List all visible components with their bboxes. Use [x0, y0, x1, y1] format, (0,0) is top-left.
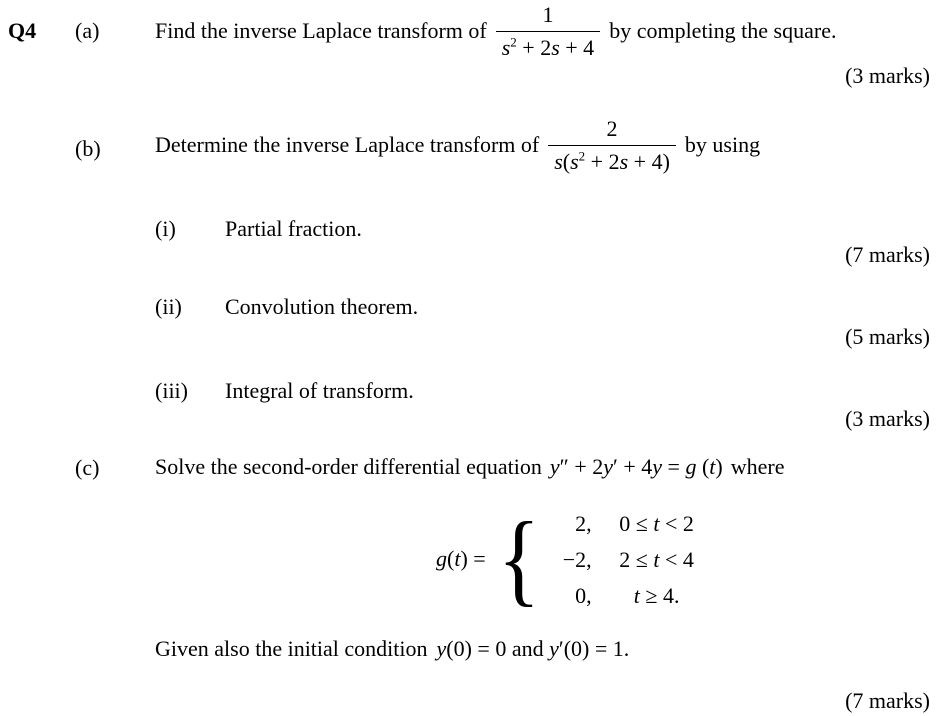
left-brace: {	[497, 501, 540, 616]
fraction-a	[496, 1, 600, 62]
part-b-item-ii	[155, 294, 418, 320]
fraction-a-denominator: $s^2 + 2s + 4$	[501, 34, 595, 60]
part-a-label: (a)	[75, 18, 100, 43]
item-ii-marks: (5 marks)	[845, 324, 930, 349]
piecewise-row	[546, 583, 700, 608]
fraction-b-numerator: 2	[548, 115, 676, 146]
part-c-equation: y″ + 2y′ + 4y = g (t)	[549, 454, 723, 479]
fraction-b	[548, 115, 676, 176]
part-b-text-after: by using	[684, 132, 761, 157]
item-iii-label: (iii)	[155, 378, 188, 403]
part-b-item-iii	[155, 378, 414, 404]
part-a-text-after: by completing the square.	[609, 18, 837, 43]
part-a-statement	[155, 0, 836, 62]
initial-condition-line	[155, 632, 629, 666]
piecewise-function	[436, 500, 700, 618]
piecewise-condition: t ≥ 4.	[633, 582, 680, 608]
part-b-statement	[155, 112, 760, 178]
question-number: Q4	[8, 18, 37, 43]
piecewise-row	[546, 511, 700, 536]
part-b-text-before: Determine the inverse Laplace transform of	[155, 132, 540, 157]
part-c-marks: (7 marks)	[845, 688, 930, 713]
item-i-label: (i)	[155, 216, 176, 241]
initial-condition-math: y(0) = 0 and y′(0) = 1.	[436, 636, 630, 661]
item-ii-label: (ii)	[155, 294, 182, 319]
piecewise-rows	[546, 511, 700, 608]
given-text: Given also the initial condition	[155, 636, 428, 661]
piecewise-value: 2,	[575, 510, 592, 536]
piecewise-value: −2,	[562, 546, 592, 572]
part-a-text-before: Find the inverse Laplace transform of	[155, 18, 487, 43]
part-b-item-i	[155, 216, 362, 242]
item-ii-text: Convolution theorem.	[225, 294, 419, 319]
item-iii-marks: (3 marks)	[845, 406, 930, 431]
part-c-label: (c)	[75, 455, 100, 480]
item-i-marks: (7 marks)	[845, 242, 930, 267]
part-a-marks: (3 marks)	[845, 63, 930, 88]
part-c-text-after: where	[730, 454, 785, 479]
part-c-statement	[155, 449, 784, 485]
piecewise-value: 0,	[575, 582, 592, 608]
part-b-label: (b)	[75, 136, 101, 161]
piecewise-lhs: g(t) =	[436, 546, 486, 571]
item-i-text: Partial fraction.	[225, 216, 362, 241]
item-iii-text: Integral of transform.	[225, 378, 414, 403]
fraction-a-numerator: 1	[496, 1, 600, 32]
part-c-text-before: Solve the second-order differential equation	[155, 454, 542, 479]
piecewise-condition: 0 ≤ t < 2	[619, 510, 694, 536]
piecewise-row	[546, 547, 700, 572]
piecewise-condition: 2 ≤ t < 4	[619, 546, 694, 572]
fraction-b-denominator: $s(s^2 + 2s + 4)$	[554, 148, 670, 174]
